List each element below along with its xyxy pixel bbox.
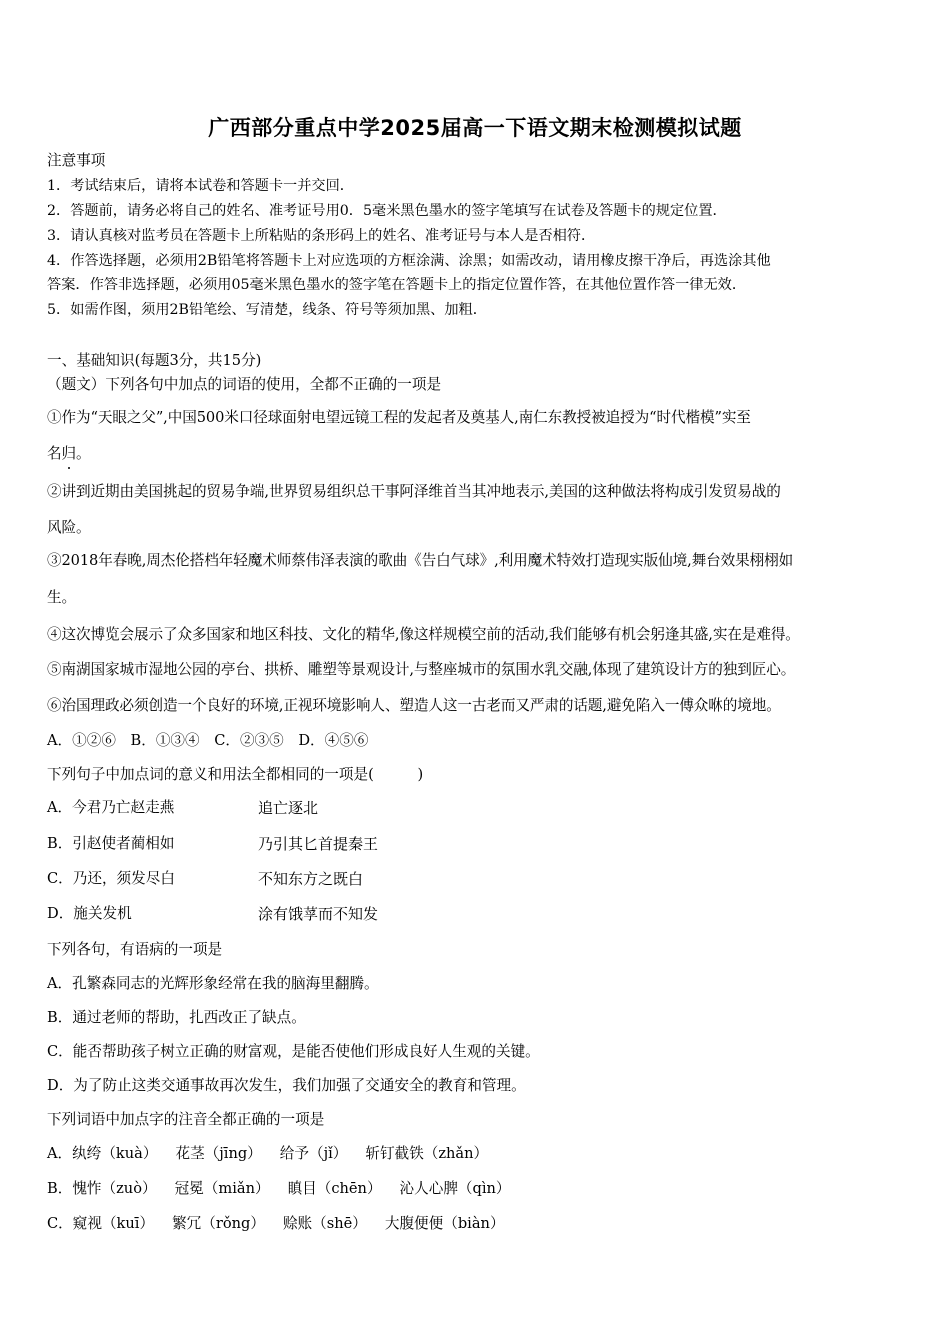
q4-option-c: C．窥视（kuī） 繁冗（rǒng） 赊账（shē） 大腹便便（biàn）	[47, 1215, 505, 1232]
notice-item: 5．如需作图，须用2B铅笔绘、写清楚，线条、符号等须加黑、加粗．	[47, 302, 487, 318]
q2-option-a: A．今君乃亡赵走燕	[47, 799, 175, 816]
q3-option-a: A．孔繁森同志的光辉形象经常在我的脑海里翻腾。	[47, 975, 379, 992]
notice-item: 1．考试结束后，请将本试卷和答题卡一并交回．	[47, 178, 354, 194]
q1-sentence-6: ⑥治国理政必须创造一个良好的环境,正视环境影响人、塑造人这一古老而又严肃的话题,避免陷入一傅众咻的境地。	[47, 697, 781, 714]
q3-option-d: D．为了防止这类交通事故再次发生，我们加强了交通安全的教育和管理。	[47, 1077, 526, 1094]
notice-item: 4．作答选择题，必须用2B铅笔将答题卡上对应选项的方框涂满、涂黑；如需改动，请用橡皮擦干净后，再选涂其他	[47, 253, 771, 269]
q2-option-a-pair: 追亡逐北	[258, 799, 319, 817]
q1-sentence-2-cont: 风险。	[47, 519, 91, 536]
q1-options: A．①②⑥ B．①③④ C．②③⑤ D．④⑤⑥	[47, 732, 369, 749]
notice-item: 2．答题前，请务必将自己的姓名、准考证号用0．5毫米黑色墨水的签字笔填写在试卷及答题卡的规定位置．	[47, 203, 727, 219]
q3-option-b: B．通过老师的帮助，扎西改正了缺点。	[47, 1009, 306, 1026]
q4-option-b: B．愧怍（zuò） 冠冕（miǎn） 瞋目（chēn） 沁人心脾（qìn）	[47, 1180, 511, 1197]
q1-sentence-5: ⑤南湖国家城市湿地公园的亭台、拱桥、雕塑等景观设计,与整座城市的氛围水乳交融,体现了建筑设计方的独到匠心。	[47, 661, 796, 678]
notice-item: 3．请认真核对监考员在答题卡上所粘贴的条形码上的姓名、准考证号与本人是否相符．	[47, 228, 596, 244]
page-title: 广西部分重点中学2025届高一下语文期末检测模拟试题	[208, 116, 742, 140]
notice-heading: 注意事项	[47, 152, 106, 169]
question-1-stem: （题文）下列各句中加点的词语的使用，全都不正确的一项是	[47, 376, 442, 393]
notice-item: 答案．作答非选择题，必须用05毫米黑色墨水的签字笔在答题卡上的指定位置作答，在其他位置作答一律无效．	[47, 277, 747, 293]
q1-sentence-1-cont: 名归。	[47, 445, 91, 462]
question-4-stem: 下列词语中加点字的注音全都正确的一项是	[47, 1111, 325, 1128]
q1-sentence-3-cont: 生。	[47, 589, 76, 606]
section-heading: 一、基础知识(每题3分，共15分)	[47, 352, 262, 369]
q2-option-d: D．施关发机	[47, 905, 132, 922]
q2-option-b: B．引赵使者蔺相如	[47, 835, 175, 852]
q2-option-c: C．乃还，须发尽白	[47, 870, 175, 887]
question-3-stem: 下列各句，有语病的一项是	[47, 941, 223, 958]
q2-option-b-pair: 乃引其匕首提秦王	[258, 835, 379, 853]
q1-sentence-3: ③2018年春晚,周杰伦搭档年轻魔术师蔡伟泽表演的歌曲《告白气球》,利用魔术特效打造现实版仙境,舞台效果栩栩如	[47, 552, 794, 569]
q1-sentence-1: ①作为“天眼之父”,中国500米口径球面射电望远镜工程的发起者及奠基人,南仁东教授被追授为“时代楷模”实至	[47, 409, 751, 426]
question-2-stem: 下列句子中加点词的意义和用法全都相同的一项是( )	[47, 766, 424, 783]
q4-option-a: A．纨绔（kuà） 花茎（jīng） 给予（jǐ） 斩钉截铁（zhǎn）	[47, 1145, 489, 1162]
q2-option-d-pair: 涂有饿莩而不知发	[258, 905, 379, 923]
q2-option-c-pair: 不知东方之既白	[258, 870, 364, 888]
q1-sentence-4: ④这次博览会展示了众多国家和地区科技、文化的精华,像这样规模空前的活动,我们能够有机会躬逢其盛,实在是难得。	[47, 626, 800, 643]
emphasis-dot-char: 归	[61, 445, 76, 462]
q1-sentence-2: ②讲到近期由美国挑起的贸易争端,世界贸易组织总干事阿泽维首当其冲地表示,美国的这种做法将构成引发贸易战的	[47, 483, 781, 500]
q3-option-c: C．能否帮助孩子树立正确的财富观，是能否使他们形成良好人生观的关键。	[47, 1043, 540, 1060]
